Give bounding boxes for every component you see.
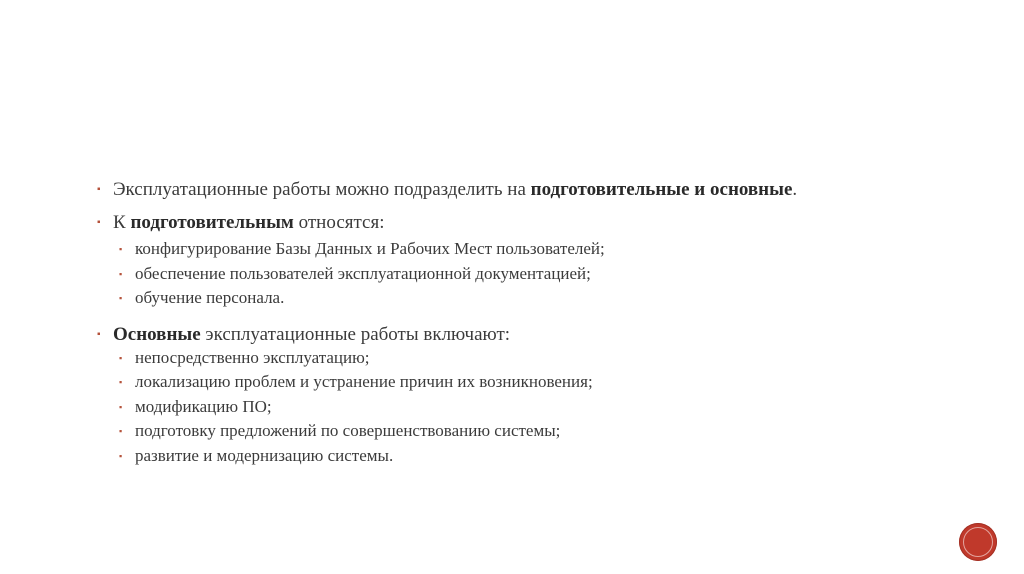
list-item-text: конфигурирование Базы Данных и Рабочих Мест пользователей; (135, 239, 605, 258)
sublist-preparatory (96, 237, 928, 311)
list-item (113, 237, 928, 262)
square-bullet-icon: ▪ (119, 293, 123, 303)
square-bullet-icon: ▪ (119, 352, 123, 363)
bullet-bold-text: подготовительные и основные (530, 179, 793, 200)
bullet-text: относятся: (293, 212, 385, 233)
bullet-text: Эксплуатационные работы можно подразделить на (113, 179, 531, 200)
square-bullet-icon: ▪ (119, 450, 123, 461)
square-bullet-icon: ▪ (119, 268, 123, 279)
square-bullet-icon: ▪ (119, 377, 123, 387)
bullet-item-2 (96, 211, 928, 234)
list-item (113, 346, 928, 371)
list-item-text: обучение персонала. (135, 288, 285, 307)
list-item-text: подготовку предложений по совершенствованию системы; (135, 421, 561, 440)
bullet-text: эксплуатационные работы включают: (200, 323, 511, 345)
square-bullet-icon: ▪ (119, 401, 123, 412)
square-bullet-icon: ▪ (119, 426, 123, 436)
badge-ring-icon (963, 527, 993, 557)
page-number-badge (959, 523, 997, 561)
sublist-main (96, 346, 928, 469)
list-item-text: непосредственно эксплуатацию; (135, 347, 370, 367)
list-item (113, 370, 928, 395)
square-bullet-icon: ▪ (97, 328, 101, 340)
square-bullet-icon: ▪ (97, 184, 101, 195)
list-item (113, 262, 928, 287)
square-bullet-icon: ▪ (97, 217, 101, 228)
bullet-item-3 (96, 323, 928, 346)
bullet-bold-text: подготовительным (130, 212, 294, 233)
square-bullet-icon: ▪ (119, 244, 123, 254)
list-item (113, 395, 928, 420)
bullet-text: К (113, 212, 131, 233)
slide-content (96, 178, 928, 468)
list-item-text: локализацию проблем и устранение причин их возникновения; (135, 372, 593, 391)
list-item (113, 419, 928, 444)
list-item-text: обеспечение пользователей эксплуатационной документацией; (135, 263, 591, 283)
bullet-bold-text: Основные (113, 323, 201, 345)
list-item-text: развитие и модернизацию системы. (135, 445, 394, 465)
list-item-text: модификацию ПО; (135, 396, 272, 416)
bullet-text: . (792, 179, 798, 200)
bullet-item-1 (96, 178, 928, 201)
list-item (113, 286, 928, 311)
list-item (113, 444, 928, 469)
